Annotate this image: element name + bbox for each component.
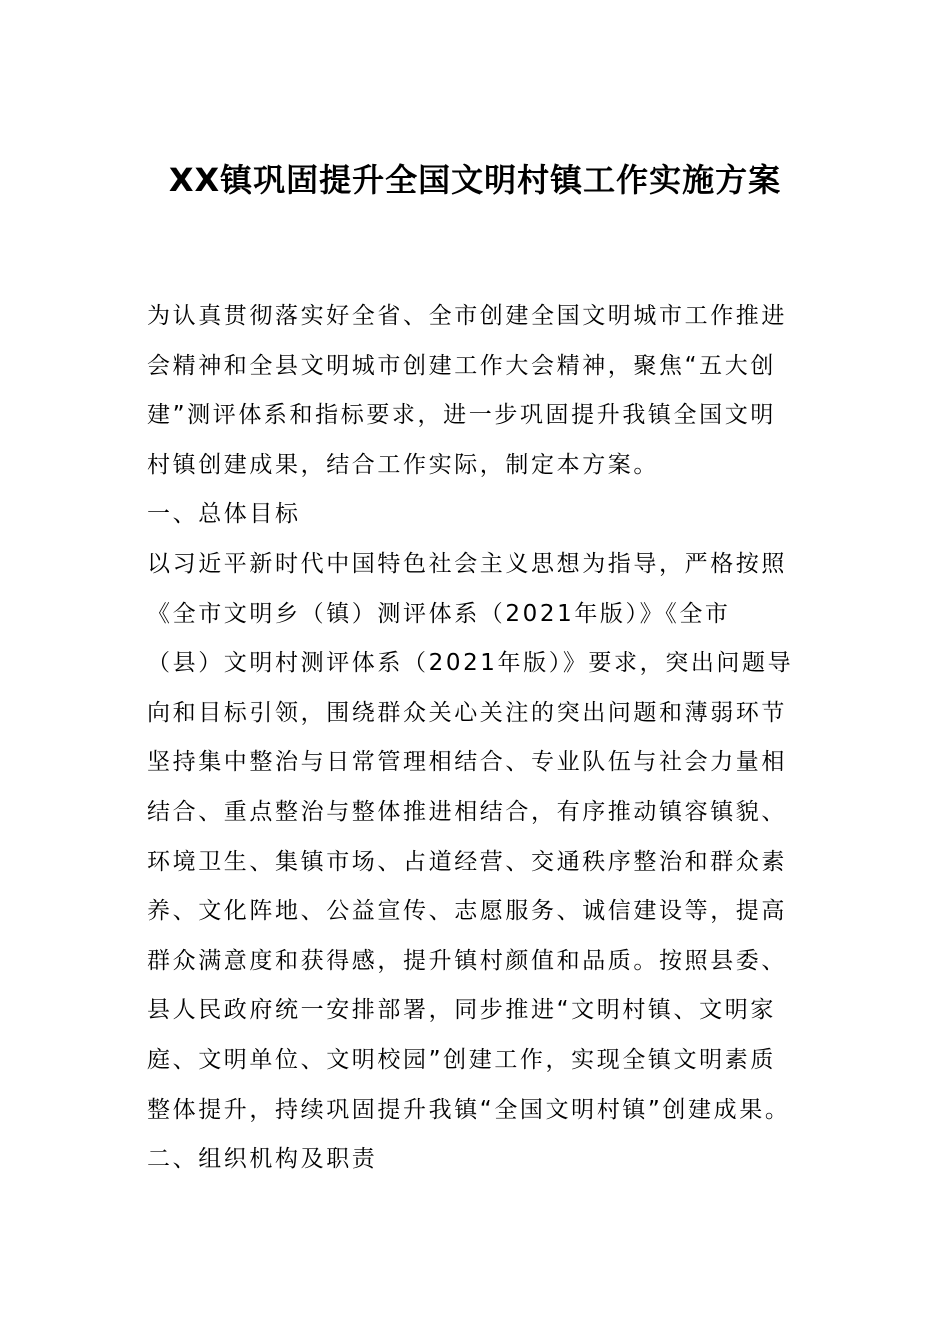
paragraph-line: 整体提升，持续巩固提升我镇“全国文明村镇”创建成果。 [147, 1096, 791, 1123]
intro-paragraph [147, 292, 803, 490]
paragraph-line: 向和目标引领，围绕群众关心关注的突出问题和薄弱环节 [147, 699, 787, 726]
document-title: XX镇巩固提升全国文明村镇工作实施方案 [168, 161, 782, 199]
intro-line: 村镇创建成果，结合工作实际，制定本方案。 [147, 451, 659, 478]
paragraph-line: 县人民政府统一安排部署，同步推进“文明村镇、文明家 [147, 997, 776, 1024]
paragraph-line: 结合、重点整治与整体推进相结合，有序推动镇容镇貌、 [147, 798, 787, 825]
paragraph-line: 庭、文明单位、文明校园”创建工作，实现全镇文明素质 [147, 1046, 776, 1073]
section-heading-organization: 二、组织机构及职责 [147, 1146, 378, 1173]
section-heading-overall-goal: 一、总体目标 [147, 501, 301, 528]
paragraph-line: 《全市文明乡（镇）测评体系（2021年版）》《全市 [147, 600, 731, 627]
document-body [147, 292, 803, 1185]
intro-line: 为认真贯彻落实好全省、全市创建全国文明城市工作推进 [147, 303, 787, 329]
overall-goal-paragraph [147, 540, 803, 1135]
intro-line: 建”测评体系和指标要求，进一步巩固提升我镇全国文明 [147, 402, 776, 429]
intro-line: 会精神和全县文明城市创建工作大会精神，聚焦“五大创 [147, 352, 776, 379]
paragraph-line: 养、文化阵地、公益宣传、志愿服务、诚信建设等，提高 [147, 898, 787, 925]
paragraph-line: 坚持集中整治与日常管理相结合、专业队伍与社会力量相 [147, 749, 787, 776]
paragraph-line: 群众满意度和获得感，提升镇村颜值和品质。按照县委、 [147, 947, 787, 974]
paragraph-line: （县）文明村测评体系（2021年版）》要求，突出问题导 [147, 650, 794, 677]
paragraph-line: 以习近平新时代中国特色社会主义思想为指导，严格按照 [147, 550, 787, 577]
paragraph-line: 环境卫生、集镇市场、占道经营、交通秩序整治和群众素 [147, 848, 787, 875]
